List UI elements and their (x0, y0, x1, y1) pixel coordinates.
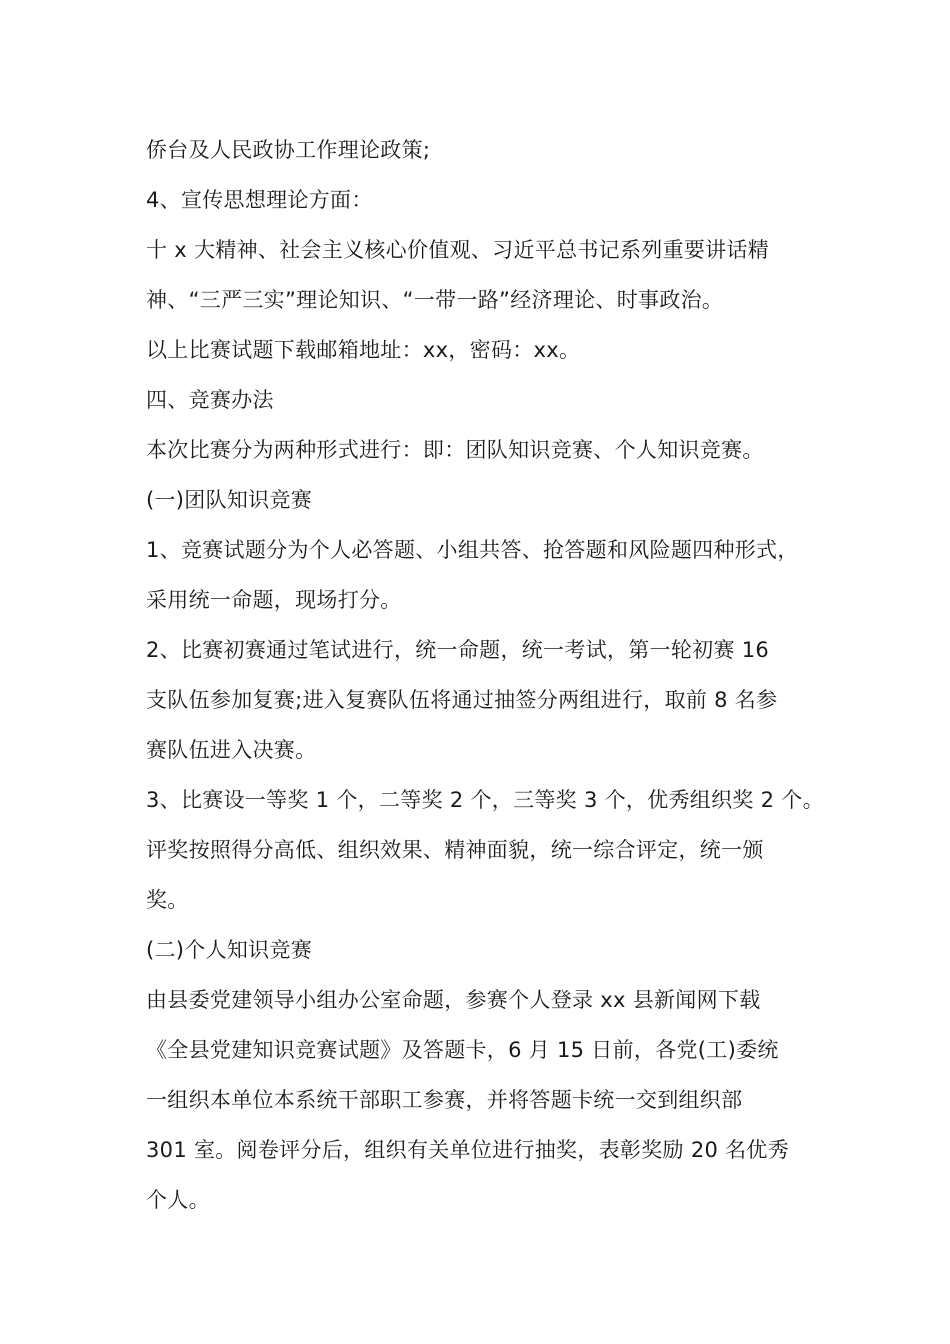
subsection-heading: (二)个人知识竞赛 (146, 938, 313, 962)
subsection-heading: (一)团队知识竞赛 (146, 488, 313, 512)
text-line: 由县委党建领导小组办公室命题，参赛个人登录 xx 县新闻网下载 (146, 988, 761, 1012)
section-heading: 四、竞赛办法 (146, 388, 274, 412)
text-line: 1、竞赛试题分为个人必答题、小组共答、抢答题和风险题四种形式， (146, 538, 799, 562)
text-line: 个人。 (146, 1188, 210, 1212)
text-line: 赛队伍进入决赛。 (146, 738, 317, 762)
text-line: 《全县党建知识竞赛试题》及答题卡，6 月 15 日前，各党(工)委统 (146, 1038, 779, 1062)
text-line: 支队伍参加复赛;进入复赛队伍将通过抽签分两组进行，取前 8 名参 (146, 688, 778, 712)
text-line: 采用统一命题，现场打分。 (146, 588, 402, 612)
text-line: 奖。 (146, 888, 189, 912)
text-line: 十 x 大精神、社会主义核心价值观、习近平总书记系列重要讲话精 (146, 238, 770, 262)
text-line: 侨台及人民政协工作理论政策; (146, 138, 431, 162)
text-line: 评奖按照得分高低、组织效果、精神面貌，统一综合评定，统一颁 (146, 838, 764, 862)
text-line: 神、“三严三实”理论知识、“一带一路”经济理论、时事政治。 (146, 288, 724, 312)
text-line: 4、宣传思想理论方面： (146, 188, 373, 212)
text-line: 301 室。阅卷评分后，组织有关单位进行抽奖，表彰奖励 20 名优秀 (146, 1138, 790, 1162)
text-line: 以上比赛试题下载邮箱地址：xx，密码：xx。 (146, 338, 581, 362)
text-line: 3、比赛设一等奖 1 个，二等奖 2 个，三等奖 3 个，优秀组织奖 2 个。 (146, 788, 824, 812)
text-line: 一组织本单位本系统干部职工参赛，并将答题卡统一交到组织部 (146, 1088, 743, 1112)
text-line: 本次比赛分为两种形式进行：即：团队知识竞赛、个人知识竞赛。 (146, 438, 764, 462)
text-line: 2、比赛初赛通过笔试进行，统一命题，统一考试，第一轮初赛 16 (146, 638, 770, 662)
